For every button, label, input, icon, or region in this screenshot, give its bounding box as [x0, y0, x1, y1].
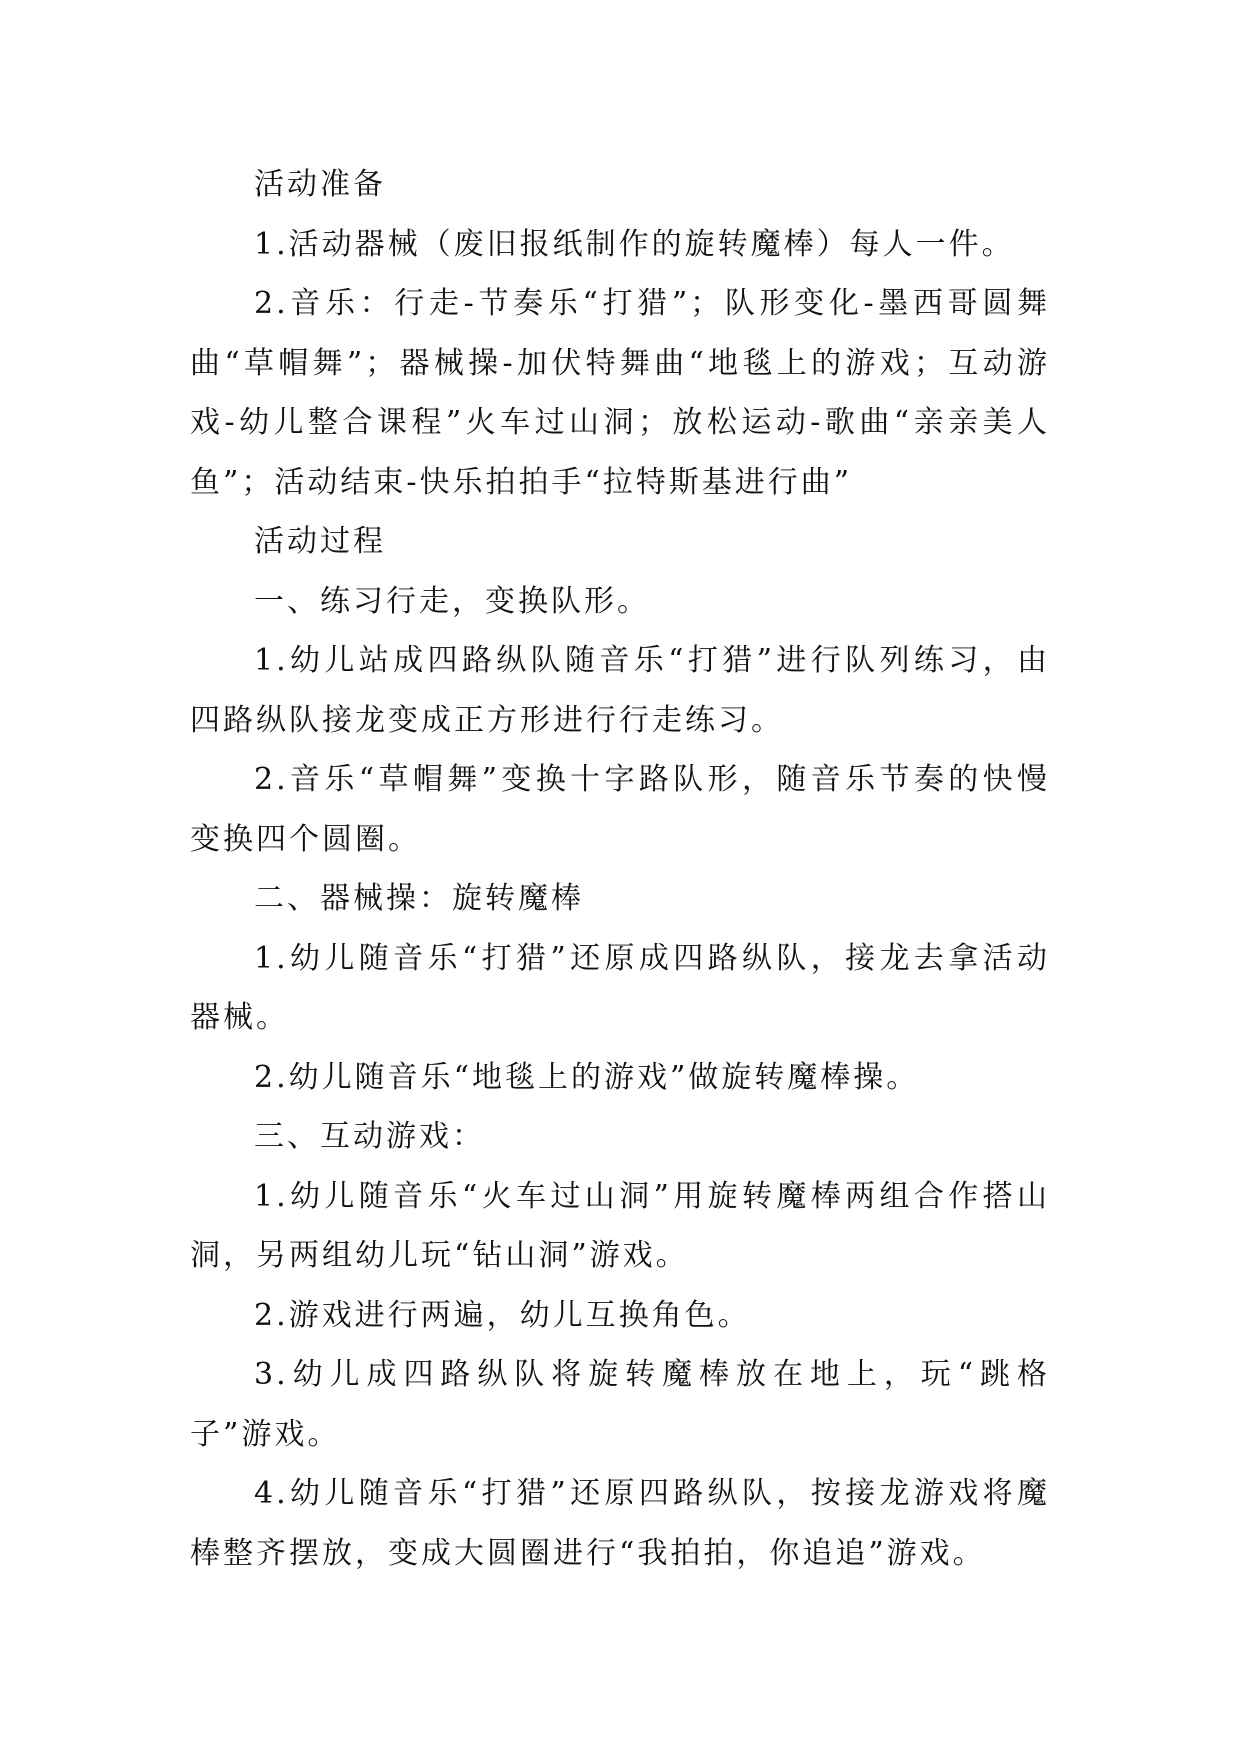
paragraph-game-4: 4.幼儿随音乐“打猎”还原四路纵队，按接龙游戏将魔棒整齐摆放，变成大圆圈进行“我拍拍，你追追”游戏。	[190, 1476, 1050, 1571]
paragraph-game-3: 3.幼儿成四路纵队将旋转魔棒放在地上，玩“跳格子”游戏。	[190, 1357, 1050, 1452]
paragraph-music: 2.音乐：行走-节奏乐“打猎”；队形变化-墨西哥圆舞曲“草帽舞”；器械操-加伏特舞曲“地毯上的游戏；互动游戏-幼儿整合课程”火车过山洞；放松运动-歌曲“亲亲美人鱼”；活动结束-快乐拍拍手“拉特斯基进行曲”	[190, 286, 1050, 500]
section-heading-preparation: 活动准备	[254, 167, 386, 202]
paragraph-game-2: 2.游戏进行两遍，幼儿互换角色。	[254, 1297, 751, 1333]
subheading-game: 三、互动游戏：	[254, 1119, 485, 1154]
document-body	[190, 155, 1050, 1583]
subheading-walking: 一、练习行走，变换队形。	[254, 583, 650, 619]
subheading-exercise: 二、器械操：旋转魔棒	[254, 881, 584, 916]
paragraph-walking-2: 2.音乐“草帽舞”变换十字路队形，随音乐节奏的快慢变换四个圆圈。	[190, 762, 1050, 857]
section-heading-process: 活动过程	[254, 524, 386, 559]
paragraph-equipment: 1.活动器械（废旧报纸制作的旋转魔棒）每人一件。	[254, 226, 1015, 262]
paragraph-exercise-2: 2.幼儿随音乐“地毯上的游戏”做旋转魔棒操。	[254, 1059, 920, 1095]
paragraph-walking-1: 1.幼儿站成四路纵队随音乐“打猎”进行队列练习，由四路纵队接龙变成正方形进行行走练习。	[190, 643, 1050, 738]
paragraph-exercise-1: 1.幼儿随音乐“打猎”还原成四路纵队，接龙去拿活动器械。	[190, 940, 1050, 1035]
paragraph-game-1: 1.幼儿随音乐“火车过山洞”用旋转魔棒两组合作搭山洞，另两组幼儿玩“钻山洞”游戏。	[190, 1178, 1050, 1273]
